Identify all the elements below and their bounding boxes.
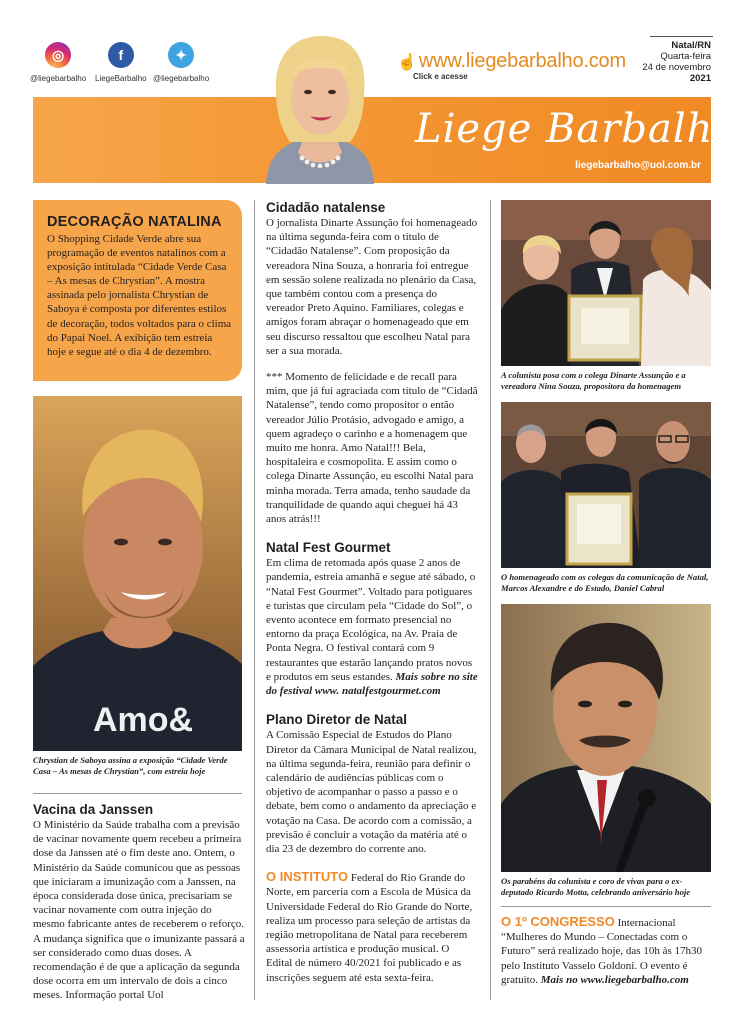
column-divider bbox=[490, 200, 491, 1000]
congresso-paragraph bbox=[501, 915, 711, 987]
section-divider bbox=[33, 793, 242, 794]
cidadao-title: Cidadão natalense bbox=[266, 200, 386, 215]
fest-title: Natal Fest Gourmet bbox=[266, 540, 391, 556]
twitter-handle: @liegebarbalho bbox=[153, 74, 210, 83]
social-instagram[interactable] bbox=[30, 42, 86, 83]
date-divider-top bbox=[650, 36, 713, 37]
instituto-paragraph bbox=[266, 870, 478, 985]
website-cta: Click e acesse bbox=[413, 72, 468, 81]
ricardo-motta-photo bbox=[501, 604, 711, 872]
instituto-head: O INSTITUTO bbox=[266, 869, 349, 885]
congresso-link[interactable]: Mais no www.liegebarbalho.com bbox=[540, 973, 689, 986]
pointer-icon: ☝ bbox=[397, 54, 417, 71]
column-right bbox=[501, 200, 711, 987]
cidadao-text: O jornalista Dinarte Assunção foi homenageado na última segunda-feira com o título de “Cidadão Natalense”. Com proposição da vereadora Nina Souza, a honraria foi entregue em sessão solene realizada no plenário da Casa, que também contou com a presença do vereador Preto Aquino. Familiares, colegas e amigos foram abraçar o homenageado que em seu discurso ressaltou que escolheu Natal para ser a sua morada. bbox=[266, 217, 478, 357]
website-link[interactable] bbox=[397, 50, 626, 81]
decoracao-box bbox=[33, 200, 242, 381]
weekday: Quarta-feira bbox=[660, 51, 711, 62]
column-center bbox=[266, 200, 478, 985]
janssen-text: O Ministério da Saúde trabalha com a previsão de vacinar novamente quem recebeu a primeira dose da Janssen até o fim deste ano. Ontem, o Ministério da Saúde comunicou que as pessoas que iniciaram a imunização com a Janssen, na época considerada dose única, precisariam se vacinar novamente com outra injeção do mesmo fabricante antes de receberem o reforço. A mudança significa que o imunizante passará a ser considerado como duas doses. A recomendação é de que a aplicação da segunda dose ocorra em um intervalo de dois a cinco meses. Informação portal Uol bbox=[33, 819, 245, 1002]
decoracao-text: O Shopping Cidade Verde abre sua programação de eventos natalinos com a exposição intitulada “Cidade Verde Casa – As mesas de Chrystian”. A mostra assinada pelo jornalista Chrystian de Saboya é composta por diferentes estilos de decoração, todos voltados para o clima do Papai Noel. A exibição tem estreia hoje e segue até o dia 4 de dezembro. bbox=[47, 233, 232, 358]
fest-text: Em clima de retomada após quase 2 anos de pandemia, estreia amanhã e segue até sábado, o “Natal Fest Gourmet”. Voltado para potiguares e turistas que circulam pela “Cidade do Sol”, o evento acontece em formato presencial no entorno da praça Ecológica, na Av. Praia de Ponta Negra. O festival contará com 9 restaurantes que estarão lançando pratos novos e produtos em seus estandes. bbox=[266, 557, 476, 683]
congresso-head: O 1º CONGRESSO bbox=[501, 914, 615, 929]
chrystian-caption: Chrystian de Saboya assina a exposição “Cidade Verde Casa – As mesas de Chrystian”, com estreia hoje bbox=[33, 755, 228, 776]
twitter-icon: ✦ bbox=[168, 42, 194, 68]
columnist-email[interactable]: liegebarbalho@uol.com.br bbox=[575, 160, 701, 171]
column-divider bbox=[254, 200, 255, 1000]
social-facebook[interactable] bbox=[95, 42, 147, 83]
brand-title: Liege Barbalho bbox=[415, 106, 739, 152]
year: 2021 bbox=[689, 73, 711, 84]
edition-date bbox=[642, 40, 711, 84]
decoracao-title: DECORAÇÃO NATALINA bbox=[47, 214, 222, 230]
congresso-text: Internacional “Mulheres do Mundo – Conectadas com o Futuro” será realizado hoje, das 10h às 17h30 pelo Instituto Vasselo Goldoni. O evento é gratuito. bbox=[501, 917, 702, 986]
columnist-portrait bbox=[246, 32, 394, 184]
colleagues-caption: O homenageado com os colegas da comunicação de Natal, Marcos Alexandre e do Estado, Daniel Cabral bbox=[501, 572, 709, 593]
chrystian-photo bbox=[33, 396, 242, 751]
fest-paragraph bbox=[266, 556, 478, 698]
masthead bbox=[0, 0, 743, 190]
facebook-handle: LiegeBarbalho bbox=[95, 74, 147, 83]
section-divider bbox=[501, 906, 711, 907]
janssen-title: Vacina da Janssen bbox=[33, 802, 154, 817]
website-url[interactable]: www.liegebarbalho.com bbox=[418, 50, 626, 72]
location: Natal/RN bbox=[671, 40, 711, 51]
ricardo-motta-caption: Os parabéns da colunista e coro de vivas para o ex-deputado Ricardo Motta, celebrando aniversário hoje bbox=[501, 876, 691, 897]
column-left bbox=[33, 200, 245, 1003]
shirt-text: Amo& bbox=[93, 701, 194, 739]
colleagues-photo bbox=[501, 402, 711, 568]
award-caption: A colunista posa com o colega Dinarte Assunção e a vereadora Nina Souza, propositora da homenagem bbox=[501, 370, 686, 391]
facebook-icon: f bbox=[108, 42, 134, 68]
social-twitter[interactable] bbox=[153, 42, 209, 83]
instagram-icon: ◎ bbox=[45, 42, 71, 68]
instituto-text: Federal do Rio Grande do Norte, em parceria com a Escola de Música da Universidade Federal do Rio Grande do Norte, realiza um processo para seleção de artistas da região metropolitana de Natal para receberem assessoria artística e produção musical. O Edital de número 40/2021 foi publicado e as inscrições seguem até esta sexta-feira. bbox=[266, 872, 473, 984]
instagram-handle: @liegebarbalho bbox=[30, 74, 87, 83]
fest-link[interactable]: Mais sobre no site do festival www. natalfestgourmet.com bbox=[266, 670, 478, 698]
plano-text: A Comissão Especial de Estudos do Plano Diretor da Câmara Municipal de Natal realizou, na última segunda-feira, reunião para definir o calendário de audiências públicas com o objetivo de acompanhar o passo a passo e o debate, bem como o andamento da apreciação e votação na Casa. De acordo com a comissão, a previsão é concluir a votação da matéria até o dia 23 de dezembro do corrente ano. bbox=[266, 729, 477, 855]
date: 24 de novembro bbox=[642, 62, 711, 73]
award-photo bbox=[501, 200, 711, 366]
plano-title: Plano Diretor de Natal bbox=[266, 712, 408, 728]
recall-text: *** Momento de felicidade e de recall para mim, que já fui agraciada com título de “Cidadã Natalense”, tendo como propositor o então vereador Júlio Protásio, advogado e amigo, a quem agradeço o carinho e a homenagem que muito me honra. Amo Natal!!! Bela, hospitaleira e cosmopolita. E assim como o colega Dinarte Assunção, eu escolhi Natal para minha morada. Terra amada, tenho saudade da tranquilidade de quando aqui cheguei há 43 anos atrás!!! bbox=[266, 371, 478, 526]
